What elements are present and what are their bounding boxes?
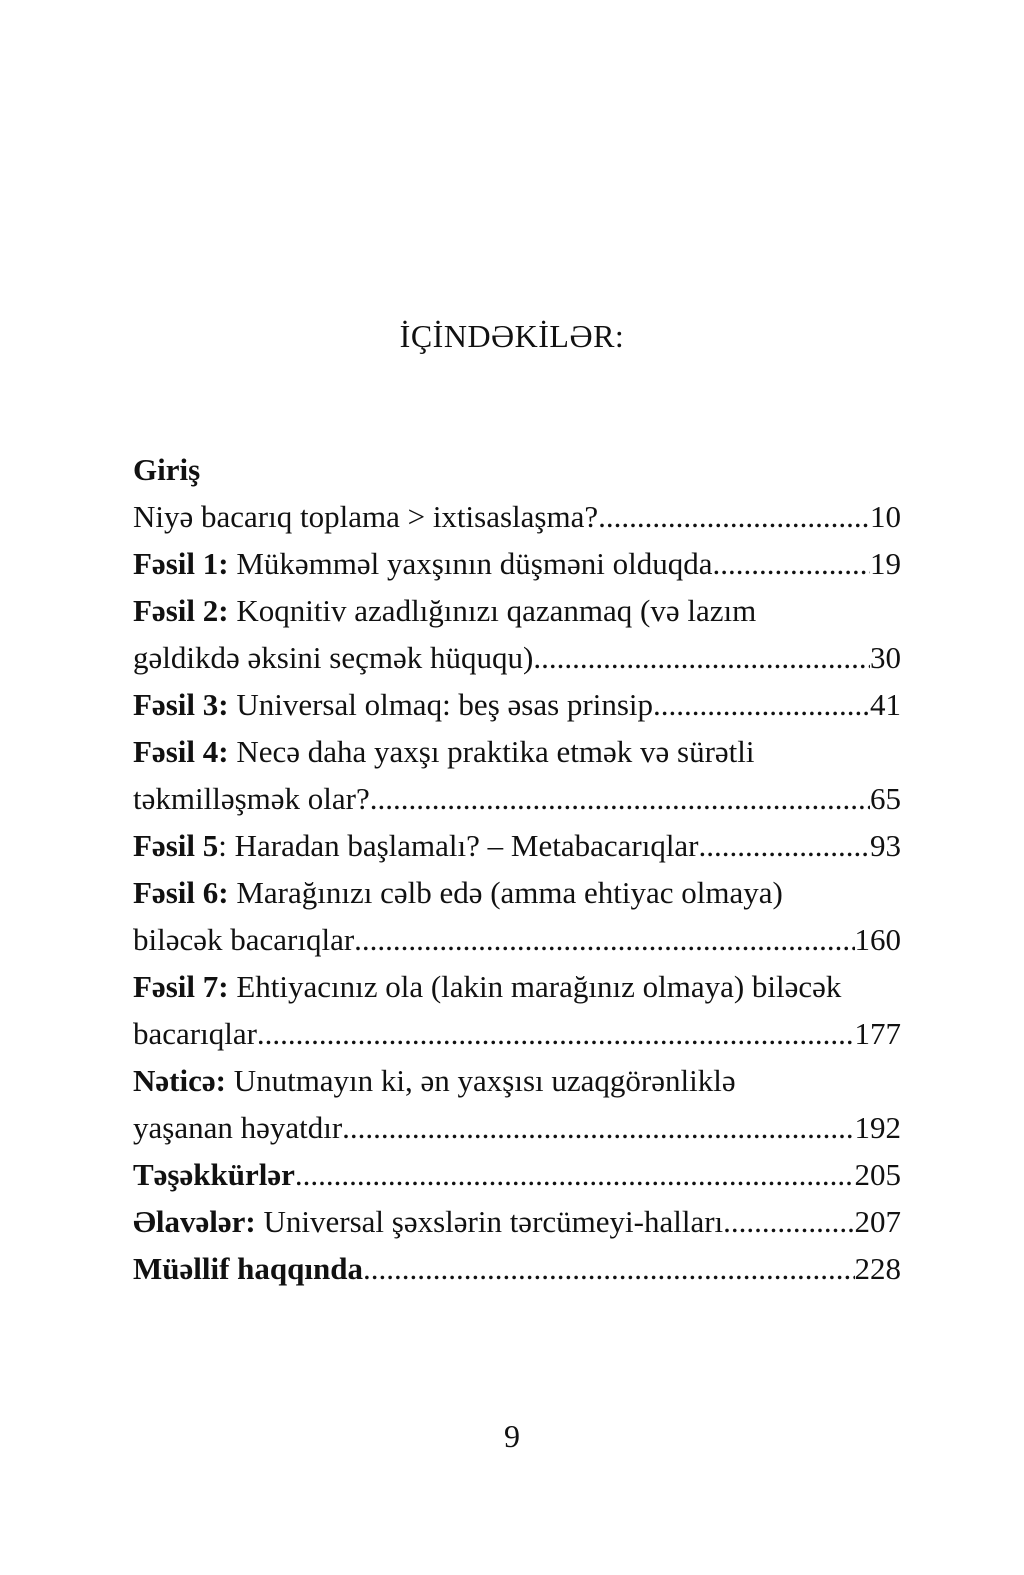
page-number: 9: [504, 1418, 520, 1454]
toc-entry-chapter-1: Fəsil 1: Mükəmməl yaxşının düşməni olduqda ..... 19: [133, 540, 901, 587]
toc-entry-chapter-3: Fəsil 3: Universal olmaq: beş əsas prinsip ..... 41: [133, 681, 901, 728]
toc-entry-chapter-6-cont: biləcək bacarıqlar ..... 160: [133, 916, 901, 963]
toc-entry-chapter-7: Fəsil 7: Ehtiyacınız ola (lakin marağınız olmaya) biləcək: [133, 969, 842, 1004]
toc-entry-appendix: Əlavələr: Universal şəxslərin tərcümeyi-halları ..... 207: [133, 1198, 901, 1245]
page-title: İÇİNDƏKİLƏR:: [399, 318, 625, 354]
toc-entry-conclusion: Nəticə: Unutmayın ki, ən yaxşısı uzaqgörənliklə: [133, 1063, 736, 1098]
toc-entry-chapter-4-cont: təkmilləşmək olar? ..... 65: [133, 775, 901, 822]
toc-entry-about-author: Müəllif haqqında ..... 228: [133, 1245, 901, 1292]
toc-intro-heading: Giriş: [133, 452, 201, 487]
toc-entry-chapter-6: Fəsil 6: Marağınızı cəlb edə (amma ehtiyac olmaya): [133, 875, 783, 910]
toc-entry-chapter-7-cont: bacarıqlar ..... 177: [133, 1010, 901, 1057]
toc-entry-chapter-4: Fəsil 4: Necə daha yaxşı praktika etmək və sürətli: [133, 734, 755, 769]
toc-entry-chapter-5: Fəsil 5: Haradan başlamalı? – Metabacarıqlar ..... 93: [133, 822, 901, 869]
toc-entry-intro: Niyə bacarıq toplama > ixtisaslaşma? ..... 10: [133, 493, 901, 540]
toc-entry-acknowledgements: Təşəkkürlər ..... 205: [133, 1151, 901, 1198]
toc-entry-chapter-2: Fəsil 2: Koqnitiv azadlığınızı qazanmaq (və lazım: [133, 593, 757, 628]
toc-entry-conclusion-cont: yaşanan həyatdır ..... 192: [133, 1104, 901, 1151]
table-of-contents: [133, 446, 901, 1292]
toc-entry-chapter-2-cont: gəldikdə əksini seçmək hüququ) ..... 30: [133, 634, 901, 681]
